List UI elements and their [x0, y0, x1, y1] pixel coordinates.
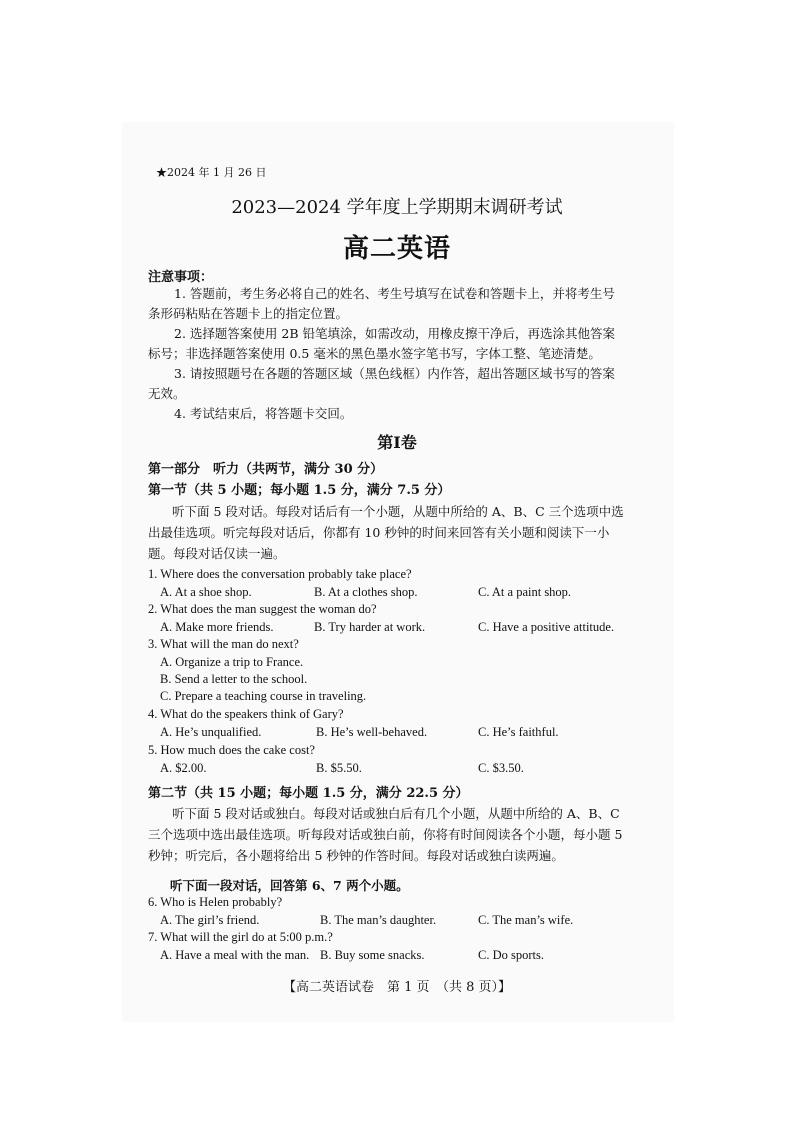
notice-item: 1. 答题前，考生务必将自己的姓名、考生号填写在试卷和答题卡上，并将考生号条形码粘贴在答题卡上的指定位置。 — [148, 286, 615, 321]
option-b: B. Buy some snacks. — [320, 948, 425, 962]
question-stem: 5. How much does the cake cost? — [148, 743, 315, 757]
option-a: A. At a shoe shop. — [160, 585, 252, 599]
exam-title: 2023—2024 学年度上学期期末调研考试 — [231, 197, 563, 218]
option-a: A. Make more friends. — [160, 620, 274, 634]
exam-subject: 高二英语 — [342, 234, 451, 264]
page-footer: 【高二英语试卷 第 1 页 （共 8 页）】 — [282, 980, 512, 995]
option-c: C. Have a positive attitude. — [478, 620, 615, 634]
option-c: C. Do sports. — [478, 948, 544, 962]
option-c: C. At a paint shop. — [478, 585, 572, 599]
option-a: A. Organize a trip to France. — [160, 655, 304, 669]
option-c: C. $3.50. — [478, 761, 524, 775]
option-c: C. Prepare a teaching course in traveling. — [160, 689, 367, 703]
option-c: C. He’s faithful. — [478, 725, 559, 739]
option-b: B. Try harder at work. — [314, 620, 426, 634]
option-c: C. The man’s wife. — [478, 913, 574, 927]
question-stem: 2. What does the man suggest the woman do? — [148, 602, 377, 616]
option-b: B. At a clothes shop. — [314, 585, 418, 599]
question-stem: 1. Where does the conversation probably take place? — [148, 567, 412, 581]
notice-title: 注意事项： — [148, 270, 214, 285]
sub-instruction: 听下面一段对话，回答第 6、7 两个小题。 — [170, 878, 409, 893]
notice-list — [148, 284, 626, 424]
section2-instruction — [148, 803, 626, 866]
volume-heading: 第Ⅰ卷 — [377, 433, 417, 452]
option-a: A. He’s unqualified. — [160, 725, 262, 739]
option-a: A. The girl’s friend. — [160, 913, 260, 927]
section2-instruction-text: 听下面 5 段对话或独白。每段对话或独白后有几个小题，从题中所给的 A、B、C 三个选项中选出最佳选项。听每段对话或独白前，你将有时间阅读各个小题，每小题 5 秒钟；听完后，各小题将给出 5 秒钟的作答时间。每段对话或独白读两遍。 — [148, 806, 623, 863]
option-b: B. The man’s daughter. — [320, 913, 437, 927]
option-b: B. He’s well-behaved. — [316, 725, 428, 739]
question-stem: 7. What will the girl do at 5:00 p.m.? — [148, 930, 333, 944]
option-a: A. $2.00. — [160, 761, 207, 775]
part-heading: 第一部分 听力（共两节，满分 30 分） — [148, 462, 384, 477]
exam-date: ★2024 年 1 月 26 日 — [156, 166, 267, 179]
option-b: B. Send a letter to the school. — [160, 672, 308, 686]
notice-item: 4. 考试结束后，将答题卡交回。 — [174, 406, 353, 421]
option-a: A. Have a meal with the man. — [160, 948, 310, 962]
section1-instruction: 听下面 5 段对话。每段对话后有一个小题，从题中所给的 A、B、C 三个选项中选出最佳选项。听完每段对话后，你都有 10 秒钟的时间来回答有关小题和阅读下一小题。每段对话仅读一遍。 — [148, 504, 624, 561]
section2-heading: 第二节（共 15 小题；每小题 1.5 分，满分 22.5 分） — [148, 786, 469, 801]
notice-item: 2. 选择题答案使用 2B 铅笔填涂，如需改动，用橡皮擦干净后，再选涂其他答案标号；非选择题答案使用 0.5 毫米的黑色墨水签字笔书写，字体工整、笔迹清楚。 — [148, 326, 615, 361]
question-stem: 6. Who is Helen probably? — [148, 895, 283, 909]
option-b: B. $5.50. — [316, 761, 362, 775]
notice-item: 3. 请按照题号在各题的答题区域（黑色线框）内作答，超出答题区域书写的答案无效。 — [148, 366, 615, 401]
question-stem: 4. What do the speakers think of Gary? — [148, 707, 344, 721]
question-stem: 3. What will the man do next? — [148, 637, 299, 651]
section1-heading: 第一节（共 5 小题；每小题 1.5 分，满分 7.5 分） — [148, 483, 451, 498]
